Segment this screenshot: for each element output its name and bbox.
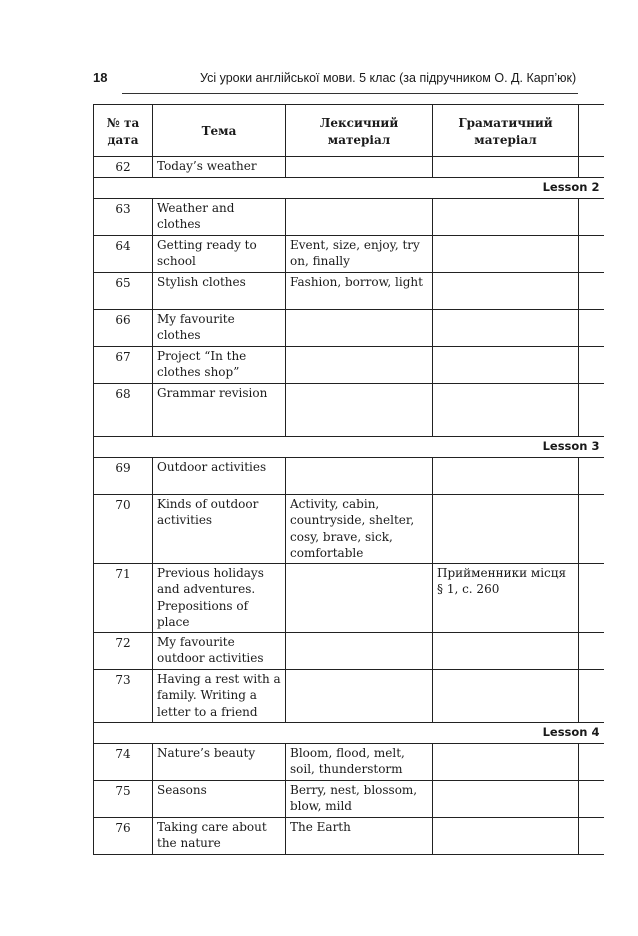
table-row (94, 347, 604, 384)
lesson-plan-table (93, 104, 604, 855)
grammar-material (433, 744, 579, 781)
extra-cell (579, 633, 604, 670)
lesson-number: 70 (94, 495, 153, 564)
grammar-material (433, 781, 579, 818)
extra-cell (579, 273, 604, 310)
table-row (94, 781, 604, 818)
column-header-extra (579, 105, 604, 157)
section-label: Lesson 2 (94, 178, 604, 199)
table-header-row (94, 105, 604, 157)
table-row (94, 744, 604, 781)
extra-cell (579, 199, 604, 236)
grammar-material (433, 347, 579, 384)
extra-cell (579, 495, 604, 564)
lesson-number: 76 (94, 818, 153, 855)
section-label: Lesson 4 (94, 723, 604, 744)
extra-cell (579, 310, 604, 347)
lexical-material: Event, size, enjoy, try on, finally (286, 236, 433, 273)
lesson-number: 64 (94, 236, 153, 273)
column-header-topic: Тема (153, 105, 286, 157)
lesson-number: 66 (94, 310, 153, 347)
lexical-material (286, 633, 433, 670)
lesson-topic: Project “In the clothes shop” (153, 347, 286, 384)
lexical-material (286, 310, 433, 347)
table-row (94, 670, 604, 723)
grammar-material (433, 818, 579, 855)
lesson-topic: Taking care about the nature (153, 818, 286, 855)
extra-cell (579, 781, 604, 818)
lexical-material (286, 384, 433, 437)
grammar-material (433, 384, 579, 437)
column-header-grammar: Граматичний матеріал (433, 105, 579, 157)
lexical-material (286, 670, 433, 723)
page-number: 18 (93, 70, 108, 85)
lexical-material: Bloom, flood, melt, soil, thunderstorm (286, 744, 433, 781)
table-row (94, 273, 604, 310)
lesson-topic: Previous holidays and adventures. Prepositions of place (153, 564, 286, 633)
lexical-material (286, 157, 433, 178)
lexical-material (286, 347, 433, 384)
lesson-number: 68 (94, 384, 153, 437)
table-row (94, 633, 604, 670)
grammar-material (433, 458, 579, 495)
section-label: Lesson 3 (94, 437, 604, 458)
grammar-material (433, 199, 579, 236)
section-row (94, 437, 604, 458)
table-row (94, 384, 604, 437)
lesson-number: 75 (94, 781, 153, 818)
lesson-topic: Having a rest with a family. Writing a letter to a friend (153, 670, 286, 723)
lesson-number: 63 (94, 199, 153, 236)
lesson-number: 69 (94, 458, 153, 495)
lesson-topic: Today’s weather (153, 157, 286, 178)
grammar-material (433, 633, 579, 670)
lesson-number: 72 (94, 633, 153, 670)
table-row (94, 564, 604, 633)
lexical-material (286, 199, 433, 236)
section-row (94, 723, 604, 744)
section-row (94, 178, 604, 199)
extra-cell (579, 384, 604, 437)
extra-cell (579, 564, 604, 633)
grammar-material (433, 310, 579, 347)
lesson-topic: My favourite outdoor activities (153, 633, 286, 670)
lesson-number: 67 (94, 347, 153, 384)
column-header-number-date: № та дата (94, 105, 153, 157)
lesson-topic: Weather and clothes (153, 199, 286, 236)
extra-cell (579, 236, 604, 273)
grammar-material (433, 236, 579, 273)
extra-cell (579, 670, 604, 723)
table-body (94, 157, 604, 855)
lesson-topic: Stylish clothes (153, 273, 286, 310)
table-row (94, 199, 604, 236)
lexical-material: Fashion, borrow, light (286, 273, 433, 310)
column-header-lexical: Лексичний матеріал (286, 105, 433, 157)
grammar-material (433, 670, 579, 723)
table-row (94, 236, 604, 273)
running-title: Усі уроки англійської мови. 5 клас (за підручником О. Д. Карп’юк) (200, 71, 577, 85)
lesson-number: 73 (94, 670, 153, 723)
grammar-material (433, 157, 579, 178)
lesson-topic: Nature’s beauty (153, 744, 286, 781)
table-row (94, 458, 604, 495)
table-row (94, 818, 604, 855)
extra-cell (579, 347, 604, 384)
lexical-material (286, 458, 433, 495)
lesson-topic: Grammar revision (153, 384, 286, 437)
lesson-topic: Getting ready to school (153, 236, 286, 273)
lesson-topic: My favourite clothes (153, 310, 286, 347)
lesson-topic: Seasons (153, 781, 286, 818)
lesson-number: 62 (94, 157, 153, 178)
table-row (94, 495, 604, 564)
lexical-material (286, 564, 433, 633)
header-rule (122, 93, 578, 94)
table-row (94, 157, 604, 178)
lesson-topic: Kinds of outdoor activities (153, 495, 286, 564)
lexical-material: Berry, nest, blossom, blow, mild (286, 781, 433, 818)
lesson-number: 74 (94, 744, 153, 781)
lesson-number: 65 (94, 273, 153, 310)
extra-cell (579, 157, 604, 178)
lexical-material: Activity, cabin, countryside, shelter, cosy, brave, sick, comfortable (286, 495, 433, 564)
grammar-material (433, 273, 579, 310)
lesson-number: 71 (94, 564, 153, 633)
extra-cell (579, 818, 604, 855)
grammar-material (433, 495, 579, 564)
extra-cell (579, 458, 604, 495)
lexical-material: The Earth (286, 818, 433, 855)
lesson-topic: Outdoor activities (153, 458, 286, 495)
table-row (94, 310, 604, 347)
grammar-material: Прийменники місця § 1, с. 260 (433, 564, 579, 633)
extra-cell (579, 744, 604, 781)
